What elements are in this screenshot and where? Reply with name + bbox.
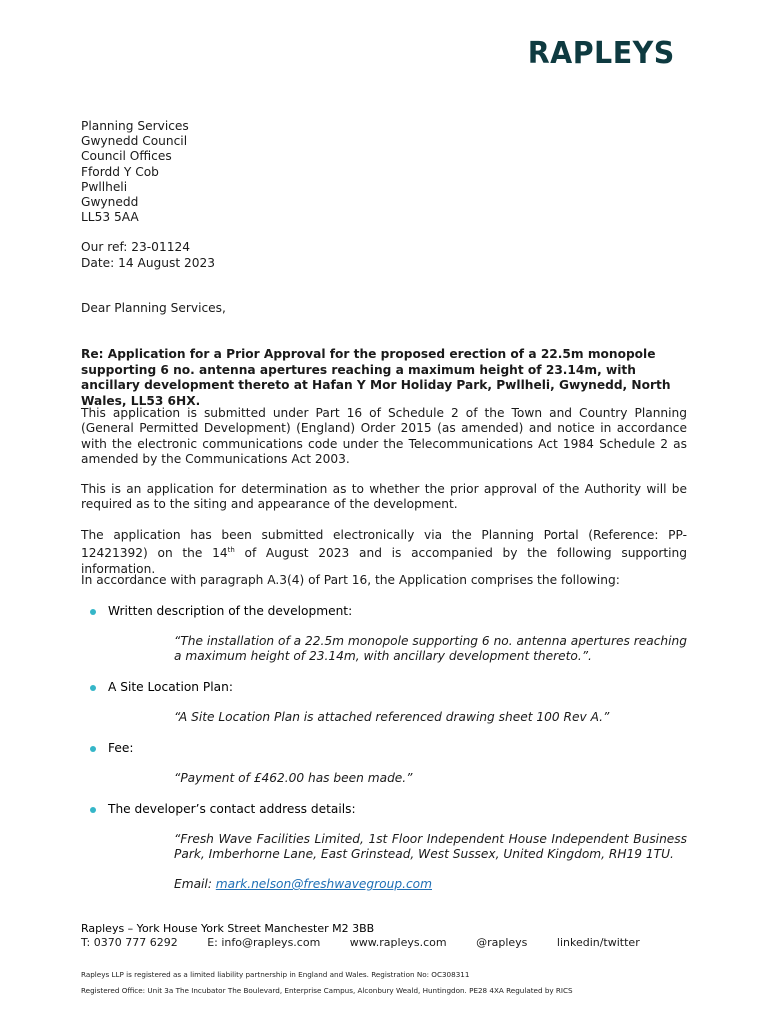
address-line: Gwynedd: [81, 195, 139, 210]
our-ref: Our ref: 23-01124: [81, 240, 190, 254]
footer-office: Rapleys – York House York Street Manchester M2 3BB: [81, 922, 375, 935]
legal-registration: Rapleys LLP is registered as a limited liability partnership in England and Wales. Registration No: OC308311: [81, 970, 470, 979]
paragraph-determination: This is an application for determination as to whether the prior approval of the Authority will be required as to the siting and appearance of the development.: [81, 482, 687, 512]
paragraph-comprises: In accordance with paragraph A.3(4) of Part 16, the Application comprises the following:: [81, 573, 620, 587]
legal-registered-office: Registered Office: Unit 3a The Incubator The Boulevard, Enterprise Campus, Alconbury Weald, Huntingdon. PE28 4XA Regulated by RICS: [81, 986, 573, 995]
quote-description: “The installation of a 22.5m monopole supporting 6 no. antenna apertures reaching a maximum height of 23.14m, with ancillary development thereto.”.: [174, 634, 687, 664]
footer-phone: T: 0370 777 6292: [81, 936, 178, 949]
letter-date: Date: 14 August 2023: [81, 255, 216, 270]
address-line: Gwynedd Council: [81, 134, 188, 149]
address-line: Planning Services: [81, 119, 189, 133]
submission-text-b: of August 2023 and is accompanied by the following supporting information.: [81, 546, 687, 576]
footer-email[interactable]: E: info@rapleys.com: [207, 936, 321, 949]
subject-heading: Re: Application for a Prior Approval for the proposed erection of a 22.5m monopole supporting 6 no. antenna apertures reaching a maximum height of 23.14m, with ancillary development thereto at Hafan Y Mor Holiday Park, Pwllheli, Gwynedd, North Wales, LL53 6HX.: [81, 347, 671, 408]
bullet-item-fee: Fee:: [108, 741, 134, 755]
company-logo: RAPLEYS: [527, 36, 675, 71]
developer-email-link[interactable]: mark.nelson@freshwavegroup.com: [215, 877, 432, 891]
bullet-item-contact: The developer’s contact address details:: [108, 802, 356, 816]
email-label: Email:: [174, 877, 216, 891]
quote-location-plan: “A Site Location Plan is attached referenced drawing sheet 100 Rev A.”: [174, 710, 610, 724]
quote-fee: “Payment of £462.00 has been made.”: [174, 771, 413, 785]
paragraph-legislation: This application is submitted under Part 16 of Schedule 2 of the Town and Country Planning (General Permitted Development) (England) Order 2015 (as amended) and notice in accordance with the electronic communications code under the Telecommunications Act 1984 Schedule 2 as amended by the Communications Act 2003.: [81, 406, 687, 467]
paragraph-submission: [81, 528, 687, 577]
footer-social[interactable]: @rapleys: [476, 936, 528, 949]
address-line: LL53 5AA: [81, 210, 139, 225]
bullet-item-description: Written description of the development:: [108, 604, 353, 618]
contact-email-line: [174, 877, 687, 892]
reference-block: [81, 240, 687, 271]
submission-text-a: The application has been submitted electronically via the Planning Portal (Reference: PP-12421392) on the 14: [81, 528, 687, 561]
quote-contact: “Fresh Wave Facilities Limited, 1st Floor Independent House Independent Business Park, Imberhorne Lane, East Grinstead, West Sussex, United Kingdom, RH19 1TU.: [174, 832, 687, 862]
ordinal-suffix: th: [227, 546, 235, 555]
address-line: Pwllheli: [81, 179, 128, 194]
footer-website[interactable]: www.rapleys.com: [349, 936, 447, 949]
footer-linkedin[interactable]: linkedin/twitter: [556, 936, 640, 949]
recipient-address: [81, 119, 687, 225]
address-line: Ffordd Y Cob: [81, 164, 159, 179]
address-line: Council Offices: [81, 149, 172, 164]
bullet-item-location-plan: A Site Location Plan:: [108, 680, 233, 694]
footer-contacts: [81, 936, 666, 949]
salutation: Dear Planning Services,: [81, 301, 226, 315]
